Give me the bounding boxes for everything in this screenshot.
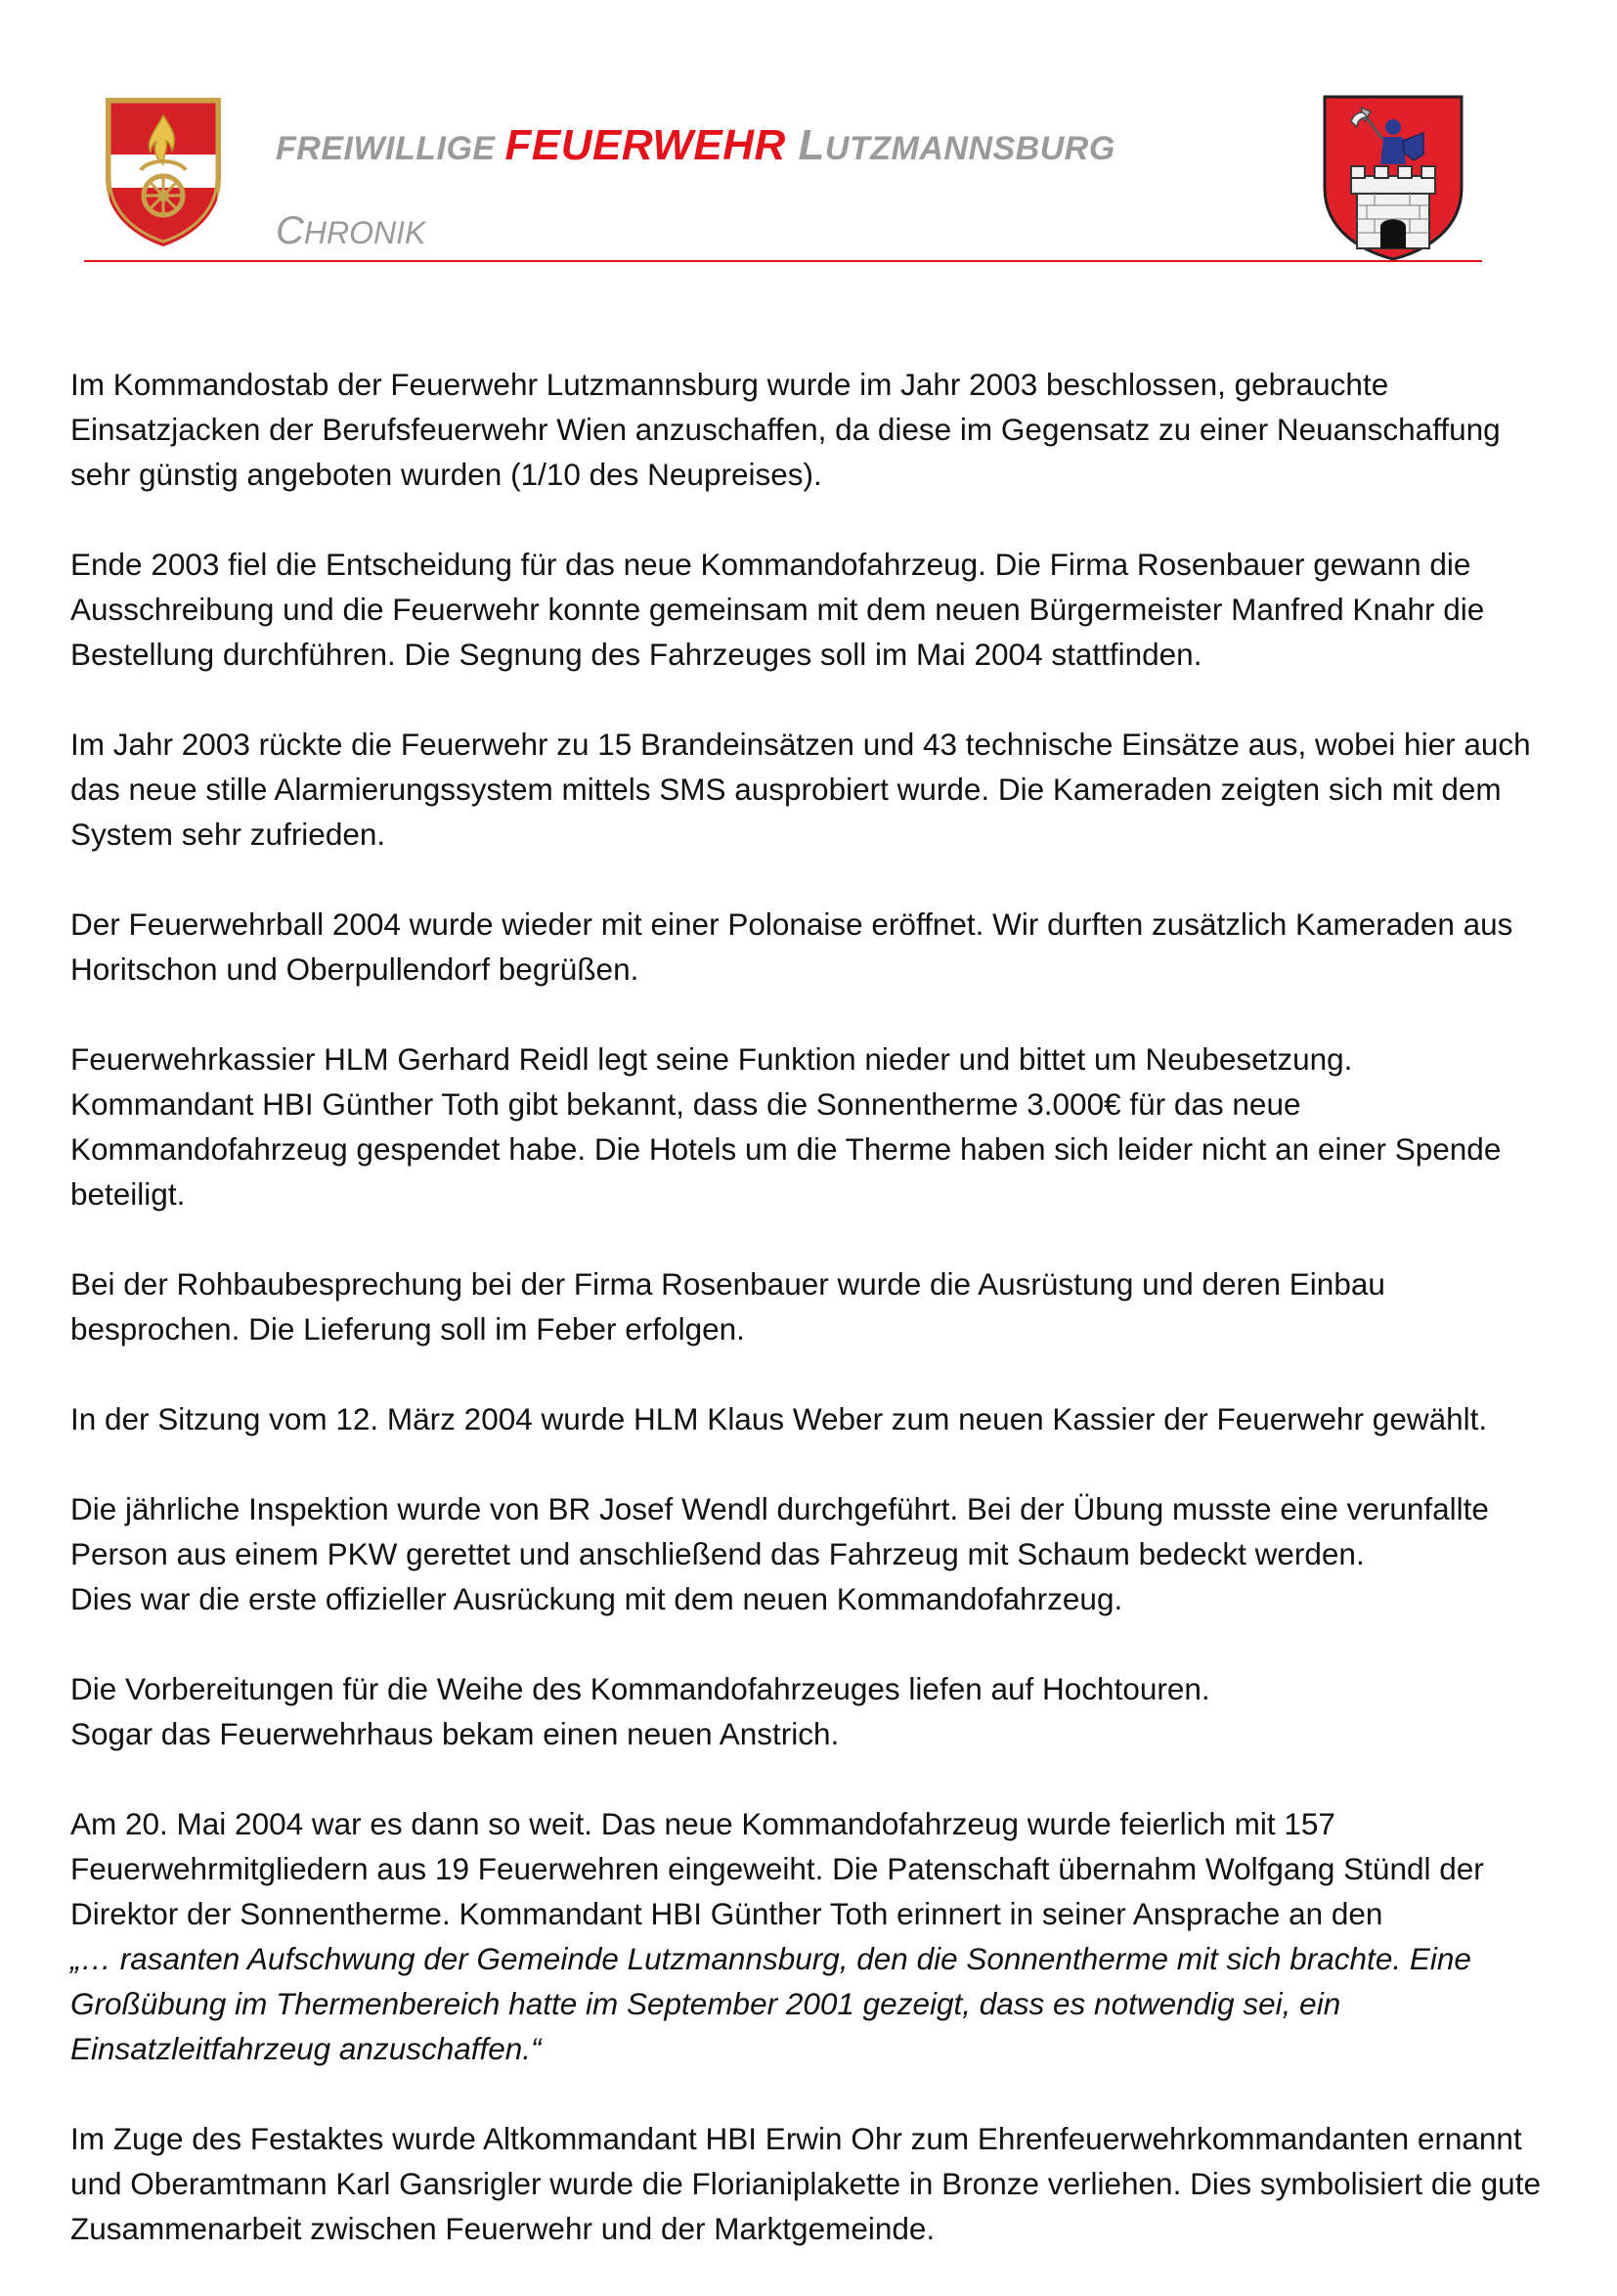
- paragraph: Im Zuge des Festaktes wurde Altkommandant HBI Erwin Ohr zum Ehrenfeuerwehrkommandanten ernannt und Oberamtmann Karl Gansrigler wurde die Florianiplakette in Bronze verliehen. Dies symbolisiert die gute Zusammenarbeit zwischen Feuerwehr und der Marktgemeinde.: [70, 2121, 1541, 2246]
- fire-brigade-emblem-icon: [102, 94, 225, 250]
- paragraph: Bei der Rohbaubesprechung bei der Firma Rosenbauer wurde die Ausrüstung und deren Einbau besprochen. Die Lieferung soll im Feber erfolgen.: [70, 1266, 1385, 1347]
- page-header: [84, 94, 1482, 264]
- paragraph: [70, 1666, 1556, 1756]
- paragraph-line: Die Vorbereitungen für die Weihe des Kommandofahrzeuges liefen auf Hochtouren.: [70, 1671, 1210, 1706]
- document-subtitle: [276, 209, 425, 253]
- paragraph-line: Feuerwehrkassier HLM Gerhard Reidl legt seine Funktion nieder und bittet um Neubesetzung.: [70, 1041, 1353, 1077]
- paragraph: Im Kommandostab der Feuerwehr Lutzmannsburg wurde im Jahr 2003 beschlossen, gebrauchte Einsatzjacken der Berufsfeuerwehr Wien anzuschaffen, da diese im Gegensatz zu einer Neuanschaffung sehr günstig angeboten wurden (1/10 des Neupreises).: [70, 367, 1501, 492]
- paragraph-line: Sogar das Feuerwehrhaus bekam einen neuen Anstrich.: [70, 1716, 840, 1751]
- paragraph: [70, 1037, 1556, 1216]
- paragraph: Im Jahr 2003 rückte die Feuerwehr zu 15 Brandeinsätzen und 43 technische Einsätze aus, wobei hier auch das neue stille Alarmierungssystem mittels SMS ausprobiert wurde. Die Kameraden zeigten sich mit dem System sehr zufrieden.: [70, 727, 1531, 852]
- organization-title: [276, 121, 1115, 170]
- chronicle-body: [70, 362, 1556, 2296]
- org-title-feuerwehr: FEUERWEHR: [504, 121, 786, 169]
- subtitle-rest: HRONIK: [303, 215, 426, 250]
- paragraph-line: Die jährliche Inspektion wurde von BR Josef Wendl durchgeführt. Bei der Übung musste eine verunfallte Person aus einem PKW gerettet und anschließend das Fahrzeug mit Schaum bedeckt werden.: [70, 1491, 1489, 1571]
- org-title-part1: FREIWILLIGE: [276, 130, 505, 167]
- header-rule: [84, 260, 1482, 262]
- org-title-part3-cap: L: [785, 121, 825, 169]
- paragraph-line: Dies war die erste offizieller Ausrückung mit dem neuen Kommandofahrzeug.: [70, 1581, 1123, 1616]
- paragraph: Ende 2003 fiel die Entscheidung für das neue Kommandofahrzeug. Die Firma Rosenbauer gewann die Ausschreibung und die Feuerwehr konnte gemeinsam mit dem neuen Bürgermeister Manfred Knahr die Bestellung durchführen. Die Segnung des Fahrzeuges soll im Mai 2004 stattfinden.: [70, 547, 1485, 672]
- paragraph-line: Kommandant HBI Günther Toth gibt bekannt, dass die Sonnentherme 3.000€ für das neue Kommandofahrzeug gespendet habe. Die Hotels um die Therme haben sich leider nicht an einer Spende beteiligt.: [70, 1086, 1502, 1212]
- paragraph: [70, 1486, 1556, 1621]
- org-title-part3-rest: UTZMANNSBURG: [824, 130, 1115, 167]
- paragraph: [70, 1801, 1556, 2071]
- paragraph: Der Feuerwehrball 2004 wurde wieder mit einer Polonaise eröffnet. Wir durften zusätzlich Kameraden aus Horitschon und Oberpullendorf begrüßen.: [70, 906, 1513, 987]
- paragraph: In der Sitzung vom 12. März 2004 wurde HLM Klaus Weber zum neuen Kassier der Feuerwehr gewählt.: [70, 1401, 1488, 1436]
- subtitle-cap: C: [276, 209, 304, 252]
- lutzmannsburg-coat-of-arms-icon: [1322, 94, 1464, 262]
- paragraph-line: Am 20. Mai 2004 war es dann so weit. Das neue Kommandofahrzeug wurde feierlich mit 157 Feuerwehrmitgliedern aus 19 Feuerwehren eingeweiht. Die Patenschaft übernahm Wolfgang Stündl der Direktor der Sonnentherme. Kommandant HBI Günther Toth erinnert in seiner Ansprache an den: [70, 1806, 1484, 1931]
- speech-quote: „… rasanten Aufschwung der Gemeinde Lutzmannsburg, den die Sonnentherme mit sich brachte. Eine Großübung im Thermenbereich hatte im September 2001 gezeigt, dass es notwendig sei, ein Einsatzleitfahrzeug anzuschaffen.“: [70, 1941, 1471, 2066]
